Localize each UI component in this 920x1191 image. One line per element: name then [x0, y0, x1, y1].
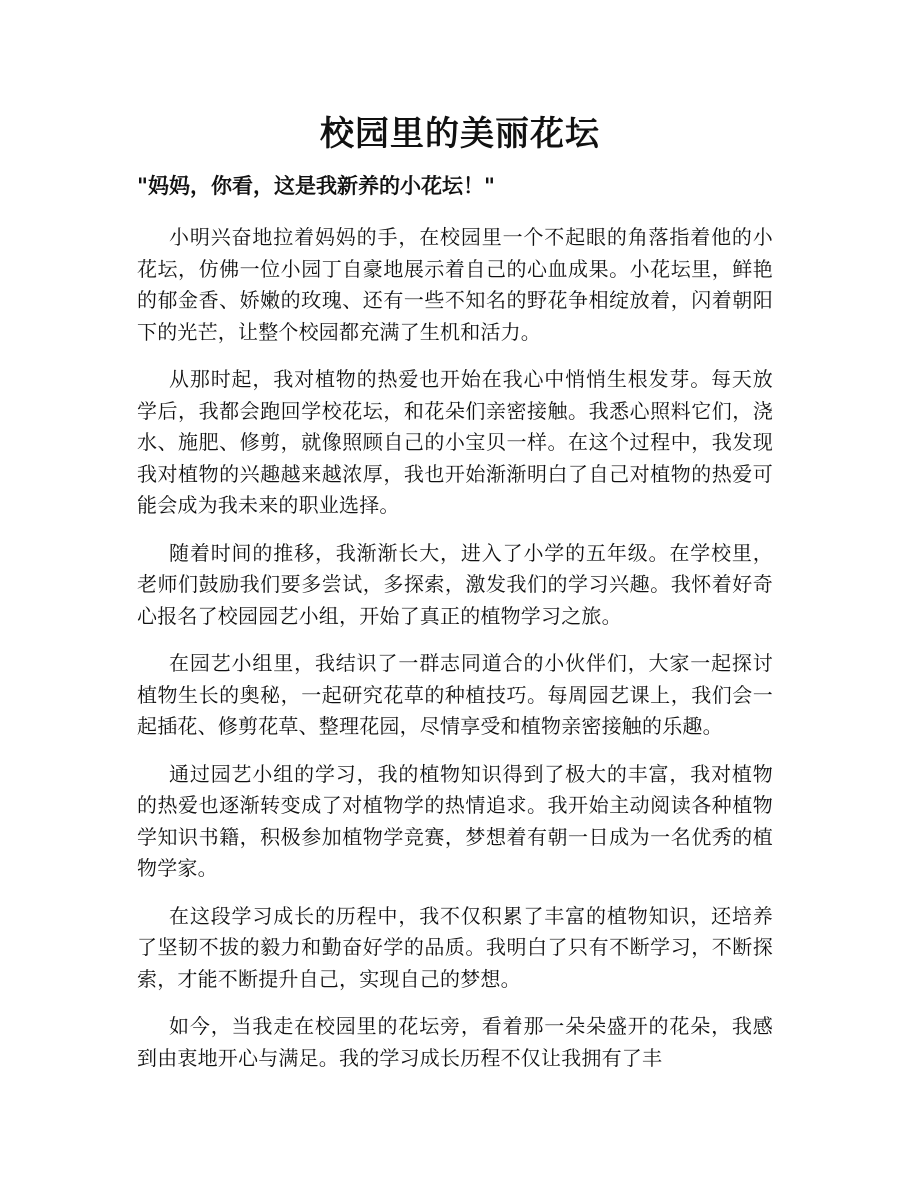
paragraph-1: 小明兴奋地拉着妈妈的手，在校园里一个不起眼的角落指着他的小花坛，仿佛一位小园丁自豪地展示着自己的心血成果。小花坛里，鲜艳的郁金香、娇嫩的玫瑰、还有一些不知名的野花争相绽放着，闪着朝阳下的光芒，让整个校园都充满了生机和活力。 [137, 225, 773, 344]
paragraph-5: 通过园艺小组的学习，我的植物知识得到了极大的丰富，我对植物的热爱也逐渐转变成了对植物学的热情追求。我开始主动阅读各种植物学知识书籍，积极参加植物学竞赛，梦想着有朝一日成为一名优秀的植物学家。 [137, 761, 773, 880]
paragraph-2: 从那时起，我对植物的热爱也开始在我心中悄悄生根发芽。每天放学后，我都会跑回学校花坛，和花朵们亲密接触。我悉心照料它们，浇水、施肥、修剪，就像照顾自己的小宝贝一样。在这个过程中，我发现我对植物的兴趣越来越浓厚，我也开始渐渐明白了自己对植物的热爱可能会成为我未来的职业选择。 [137, 367, 773, 517]
document-title: 校园里的美丽花坛 [320, 114, 600, 154]
document-body [137, 222, 773, 1090]
document-subtitle: "妈妈，你看，这是我新养的小花坛！" [137, 174, 495, 198]
paragraph-7: 如今，当我走在校园里的花坛旁，看着那一朵朵盛开的花朵，我感到由衷地开心与满足。我的学习成长历程不仅让我拥有了丰 [137, 1014, 773, 1070]
paragraph-4: 在园艺小组里，我结识了一群志同道合的小伙伴们，大家一起探讨植物生长的奥秘，一起研究花草的种植技巧。每周园艺课上，我们会一起插花、修剪花草、整理花园，尽情享受和植物亲密接触的乐趣。 [137, 651, 773, 738]
paragraph-6: 在这段学习成长的历程中，我不仅积累了丰富的植物知识，还培养了坚韧不拔的毅力和勤奋好学的品质。我明白了只有不断学习，不断探索，才能不断提升自己，实现自己的梦想。 [137, 903, 773, 991]
paragraph-3: 随着时间的推移，我渐渐长大，进入了小学的五年级。在学校里，老师们鼓励我们要多尝试，多探索，激发我们的学习兴趣。我怀着好奇心报名了校园园艺小组，开始了真正的植物学习之旅。 [137, 540, 773, 628]
